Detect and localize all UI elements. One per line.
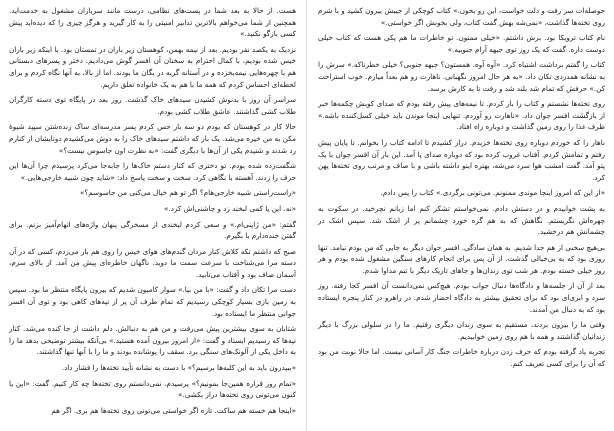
paragraph: دست مرا تکان داد و گفت: «با من بیا.» سوار کامیون شدیم که بیرون پایگاه منتظر ما بود. سپس به زمین بازی بسیار کوچکی رسیدیم که تمام طرف آن پر از تپه‌های کاهی بود و توی آن افسر جوانی منتظر ما ایستاده بود. <box>9 285 296 318</box>
paragraph: «تمام روز قراره همین‌جا بمونیم؟» پرسیدم. نمی‌دانستم روی تخته‌ها چه کار کنیم. گفت: «این یا کنون می‌تونی روی تخته‌ها دراز بکشی.» <box>9 378 296 400</box>
paragraph: وقتی ما را بیرون بردند، مستقیم به سوی زندان دیگری رفتیم. ما را در سلولی بزرگ با دیگر زندانیان گذاشتند و همه با هم روی زمین خوابیدیم. <box>318 320 605 341</box>
paragraph: صبح که داشتم تکه کلاش کنار مردان گندم‌های هوای خیس را روی هم بار می‌زدم، کسی که در آن دسته مرا می‌شناخت با سرعت سمت ما دوید. ناگهان خاطره‌ای پیش من آمد. از بالای سرم، آسمان صاف بود و آفتاب می‌تابید. <box>9 246 296 279</box>
paragraph: روی تخته‌ها نشستم و کتاب را باز کردم. تا نیمه‌های پیش رفته بودم که صدای کوبش چکمه‌ها خبر از بازگشت افسر جوان داد. «ناهارت رو آوردم. تنهایی اینجا موندن باید خیلی کسل‌کننده باشه.» ظرف غذا را روی زمین گذاشت و دوباره راه افتاد. <box>318 99 605 132</box>
paragraph: «نه. این یا کمی لبخند زد و چاشنی‌اش کرد.» <box>164 203 296 213</box>
paragraph: «از این که امروز اینجا موندی ممنونم. می‌تونی برگردی.» کتاب را پس دادم. <box>380 188 605 198</box>
paragraph: حوصله‌ات سر رفت و دلت خواست، این رو بخون.» کتاب کوچکی از جیبش بیرون کشید و با شرم روی تخته‌ها گذاشت، «نمی‌شه بهش گفت کتاب، ولی بخونش اگر خواستی.» <box>318 6 605 27</box>
paragraph: بی‌هیچ سخنی از هم جدا شدیم. به همان سادگی. افسر جوان دیگر به جایی که من بودم نیامد. تنها روزی بود که به بی‌خیالی گذشت. از آن پس برای انجام کارهای سنگین مشغول شده بودم و هر روز خیلی خسته بودم. هر شب توی زندان‌ها و جاهای تاریک دیگر با تنم مداوا شدم. <box>318 242 605 275</box>
paragraph: ناهار را که خوردم دوباره روی تخته‌ها خزیدم. دراز کشیدم تا ادامه کتاب را بخوانم. تا پایان پیش رفتم و تمامش کردم. آفتاب غروب کرده بود که دوباره صدای پا آمد. این بار آن افسر جوان با یک پتو آمد. گفت امشب هوا سرد می‌شه، بهتره اینو داشته باشی و با صاف و مرتب روی تخته‌ها پهن کرد. <box>318 137 605 182</box>
paragraph: هست. از حالا به بعد شما در پست‌های نظامی، درست مانند سربازان مشغول به خدمت‌اید. همچنین از شما می‌خواهم بالاترین تدابیر امنیتی را به کار گیرید و هرگز چیزی را که دیده‌اید پیش کسی بازگو نکنید.» <box>9 6 296 39</box>
paragraph: تجربه یاد گرفته بودم که حرف زدن درباره خاطرات جنگ کار آسانی نیست. اما حالا نوبت من بود که آن را برای کسی تعریف کنم. <box>318 347 605 369</box>
paragraph: گفتم: «من ژاپنی‌ام.» و سعی کردم لبخندی از مسخرگی پنهان واژه‌های اتهام‌آمیز بزنم. برای گفتن خنده‌دارم با بگیرم. <box>9 219 296 241</box>
paragraph: به پشت خوابیدم و در دستش دادم. نمی‌خواستم تشکر کنم اما زبانم نچرخید. در سکوت به چهره‌اش نگریستم. نگاهش که به هم گره خورد چشمانم پر از اشک شد. سپس اشک در چشمانش هم درخشید. <box>318 203 605 237</box>
right-page <box>307 0 614 431</box>
paragraph: «راست‌راستی شبیه خارجی‌هام؟ اگر تو هم خیال می‌کنی من جاسوسم؟» <box>80 188 296 198</box>
paragraph: حالا کار در کوهستان که بودم دو سه بار حس کردم پسر مدرسه‌ای ساک زنده‌شتن سپید شیوهٔ مکن به من خیره می‌شد. یک بار که داشتم سیدهای خاک را به دوش می‌کشیدم دوتایشان از کنارم رد شدند و شنیدم یکی از آن‌ها با دیگری گفت: «به نظرت اون جاسوس نیست؟» <box>9 122 296 155</box>
page-gutter-divider <box>306 0 307 431</box>
paragraph: سراسر آن روز با بدنوش کشیدن سیدهای خاک گذشت. روز بعد در پایگاه توی دسته کارگران طلاب کشی گذاشتند. عاشق طلاب کشی بودم. <box>9 95 296 116</box>
paragraph: بعد از آن از جلسه‌ها و دادگاه‌ها دنبال جواب بودم. هیچ‌کس نمی‌دانست آن افسر کجا رفته. روز سرد و ابری‌ای بود که برای تحقیق بیشتر به دادگاه احضار شدم. در راهرو در کنار پنجره ایستاده بود که به دنبال من آمدند. <box>318 281 605 314</box>
paragraph: شگفت‌زده شده بودم. تو دختری که کنار دستم خاک‌ها را جابه‌جا می‌کرد پرسیدم چرا آن‌ها این حرف را زدند. آهسته با نگاهی کرد. سخت و سخت پاسخ داد: «شاید چون شبیه خارجی‌هایی.» <box>9 161 296 182</box>
paragraph: نزدیک به یکصد نفر بودیم. بعد از نیمه بهمن، کوهستان زیر باران در تمستان بود. با اینکه زیر باران خیس شده بودیم، با کمال احترام به سخنان آن افسر گوش می‌دادیم. دختر و پسرهای دبستانی هم با چهره‌هایی نیمه‌بخزده و در آستانه گریه در یگان ما بودند. اما از بالا، به آنها نگاه کردم و برای لحظه‌ای احساس کردم که همه ما با هم به یک خانواده تعلق داریم. <box>9 44 296 89</box>
paragraph: شتابان به سوی بیشترین پیش می‌رفت و من هم به دنبالش. دلم داشت از جا کنده می‌شد. کنار تپه‌ها که رسیدیم ایستاد و گفت: «از امروز بیرون آمده هستید.» بی‌آنکه بیشتر توضیحی بدهد ما را به داخل یکی از آلونک‌های سنگی برد. سقف را پوشانده بودند و ما را با آنها تنها گذاشتند. <box>9 324 296 357</box>
paragraph: «ببیدرون باید به این کلبه‌ها برسیم؟» با دست به نشانه تأیید تخته‌ها را فشار داد. <box>61 363 296 373</box>
paragraph: کتاب را گفتم برداشت اشتباه کرد. «آوه آوه، همستون؟ جبهه جنوبی؟ خیلی خطرناکه.» سرش را به نشانه همدردی تکان داد. «به هر حال امروز نگهبانی. ناهارت رو هم بعداً میارم. خوب استراحت کن.» حرفش که تمام شد بلند شد و رفت تا به کارش برسد. <box>318 60 605 93</box>
paragraph: نام کتاب ترویکا بود. برش داشتم. «خیلی ممنون. تو خاطرات ما هم یکی هست که کتاب خیلی دوست داره. گفت که یک روز توی جبهه آرام جنوبیه.» <box>318 33 605 54</box>
paragraph: «اینجا هم خسته هم ساکت. تازه اگر خواستی می‌تونی روی تخته‌ها هم بری. اگر هم <box>51 405 296 415</box>
